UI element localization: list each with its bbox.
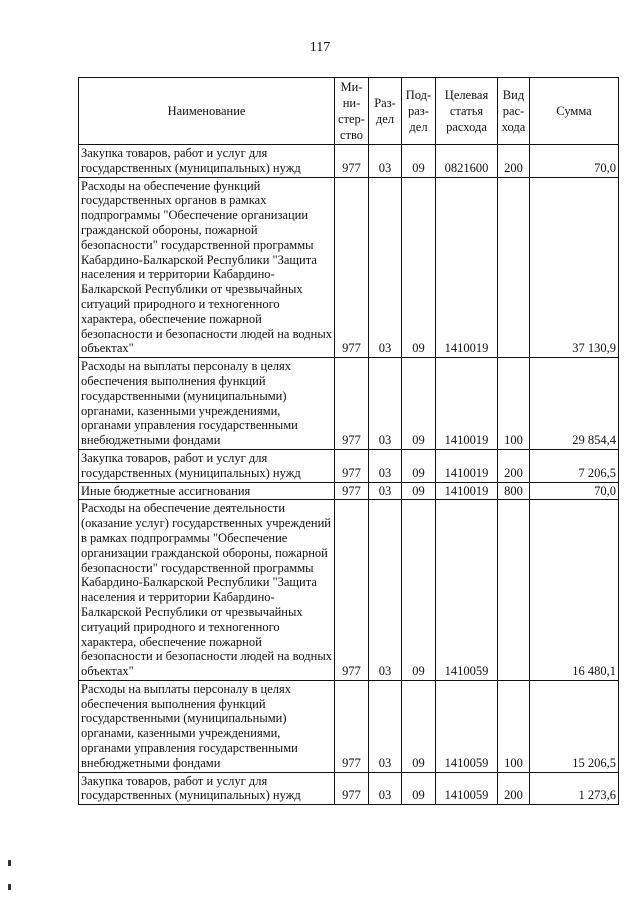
row-subsection: 09 [402,449,436,482]
row-ministry: 977 [335,145,369,178]
row-target: 0821600 [436,145,498,178]
row-sum: 37 130,9 [530,177,619,358]
table-row [79,482,619,500]
row-name: Закупка товаров, работ и услуг для государственных (муниципальных) нужд [79,449,335,482]
row-subsection: 09 [402,358,436,450]
row-target: 1410019 [436,449,498,482]
row-type: 100 [498,358,530,450]
row-name: Закупка товаров, работ и услуг для государственных (муниципальных) нужд [79,772,335,805]
page-number: 117 [309,40,331,55]
row-name: Расходы на обеспечение деятельности (оказание услуг) государственных учреждений в рамках подпрограммы "Обеспечение организации гражданской обороны, пожарной безопасности" государственной программы Кабардино-Балкарской Республики "Защита населения и территории Кабардино-Балкарской Республики от чрезвычайных ситуаций природного и техногенного характера, обеспечение пожарной безопасности и безопасности людей на водных объектах" [79,500,335,681]
row-ministry: 977 [335,482,369,500]
row-section: 03 [369,177,402,358]
table-row [79,449,619,482]
row-type: 800 [498,482,530,500]
row-sum: 29 854,4 [530,358,619,450]
row-target: 1410019 [436,482,498,500]
header-name: Наименование [79,78,335,145]
table-row [79,177,619,358]
row-type: 200 [498,449,530,482]
scan-edge-mark [8,884,11,890]
row-subsection: 09 [402,482,436,500]
row-section: 03 [369,449,402,482]
table-row [79,358,619,450]
scan-edge-mark [8,860,11,866]
header-expense-type: Вид рас- хода [498,78,530,145]
header-target-article: Целевая статья расхода [436,78,498,145]
table-row [79,680,619,772]
row-name: Расходы на обеспечение функций государственных органов в рамках подпрограммы "Обеспечение организации гражданской обороны, пожарной безопасности" государственной программы Кабардино-Балкарской Республики "Защита населения и территории Кабардино-Балкарской Республики от чрезвычайных ситуаций природного и техногенного характера, обеспечение пожарной безопасности и безопасности людей на водных объектах" [79,177,335,358]
row-sum: 70,0 [530,482,619,500]
row-target: 1410059 [436,772,498,805]
row-type: 100 [498,680,530,772]
row-type [498,177,530,358]
row-section: 03 [369,772,402,805]
header-section: Раз- дел [369,78,402,145]
row-subsection: 09 [402,145,436,178]
row-subsection: 09 [402,772,436,805]
row-type: 200 [498,772,530,805]
row-sum: 7 206,5 [530,449,619,482]
table-row [79,772,619,805]
row-target: 1410059 [436,680,498,772]
row-section: 03 [369,358,402,450]
table-header-row [79,78,619,145]
table-row [79,145,619,178]
header-ministry: Ми- ни- стер- ство [335,78,369,145]
row-name: Расходы на выплаты персоналу в целях обеспечения выполнения функций государственными (муниципальными) органами, казенными учреждениями, органами управления государственными внебюджетными фондами [79,680,335,772]
header-subsection: Под- раз- дел [402,78,436,145]
row-target: 1410059 [436,500,498,681]
row-subsection: 09 [402,177,436,358]
row-name: Расходы на выплаты персоналу в целях обеспечения выполнения функций государственными (муниципальными) органами, казенными учреждениями, органами управления государственными внебюджетными фондами [79,358,335,450]
row-ministry: 977 [335,772,369,805]
row-sum: 15 206,5 [530,680,619,772]
row-target: 1410019 [436,358,498,450]
row-section: 03 [369,500,402,681]
row-ministry: 977 [335,680,369,772]
row-type: 200 [498,145,530,178]
row-sum: 16 480,1 [530,500,619,681]
row-subsection: 09 [402,500,436,681]
row-subsection: 09 [402,680,436,772]
row-ministry: 977 [335,358,369,450]
row-sum: 70,0 [530,145,619,178]
row-section: 03 [369,482,402,500]
budget-table [78,77,619,805]
row-section: 03 [369,680,402,772]
row-type [498,500,530,681]
row-section: 03 [369,145,402,178]
row-sum: 1 273,6 [530,772,619,805]
row-target: 1410019 [436,177,498,358]
row-ministry: 977 [335,177,369,358]
table-row [79,500,619,681]
row-name: Иные бюджетные ассигнования [79,482,335,500]
row-ministry: 977 [335,500,369,681]
row-name: Закупка товаров, работ и услуг для государственных (муниципальных) нужд [79,145,335,178]
row-ministry: 977 [335,449,369,482]
header-sum: Сумма [530,78,619,145]
